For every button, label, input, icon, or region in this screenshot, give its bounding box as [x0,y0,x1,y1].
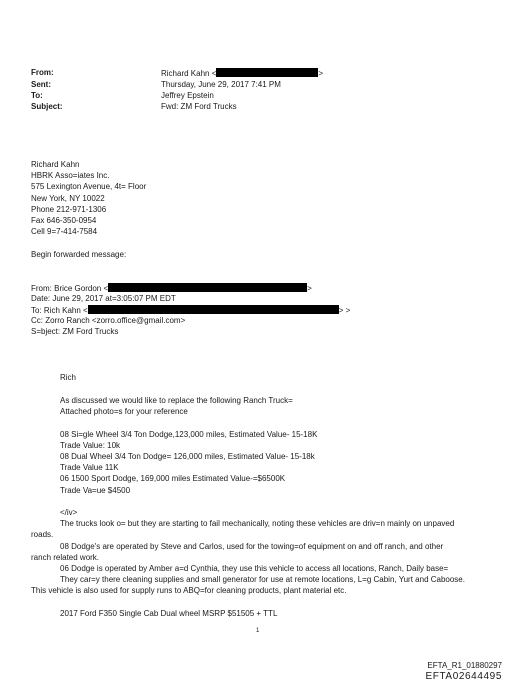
begin-forwarded-label: Begin forwarded message: [31,250,127,259]
paragraph-line: 08 Dodge's are operated by Steve and Carlos, used for the towing=of equipment on and off ranch, and other [60,542,444,551]
paragraph-line: The trucks look o= but they are starting to fail mechanically, noting these vehicles are driv=n mainly on unpaved [60,519,455,528]
sent-label: Sent: [31,80,51,89]
paragraph-line: roads. [31,530,54,539]
truck-line: 08 Dual Wheel 3/4 Ton Dodge= 126,000 miles, Estimated Value- 15-18k [60,452,315,461]
intro-line: As discussed we would like to replace the following Ranch Truck= [60,396,293,405]
forwarded-from [31,283,312,294]
truck-line: Trade Value 11K [60,463,119,472]
sent-value: Thursday, June 29, 2017 7:41 PM [161,80,281,89]
div-tag: </iv> [60,508,78,517]
efta-reference-large: EFTA02644495 [425,671,502,682]
signature-line: Cell 9=7-414-7584 [31,227,98,236]
signature-line: 575 Lexington Avenue, 4t= Floor [31,182,147,191]
forwarded-from-text: From: Brice Gordon < [31,284,109,293]
to-label: To: [31,91,43,100]
to-value: Jeffrey Epstein [161,91,214,100]
intro-line: Attached photo=s for your reference [60,407,188,416]
forwarded-date: Date: June 29, 2017 at=3:05:07 PM EDT [31,294,176,303]
redaction-bar [108,283,307,292]
page-number: 1 [256,628,260,634]
redaction-bar [216,68,318,77]
forwarded-from-tail: > [307,284,312,293]
from-value [161,68,323,79]
subject-value: Fwd: ZM Ford Trucks [161,102,237,111]
truck-line: 08 Si=gle Wheel 3/4 Ton Dodge,123,000 miles, Estimated Value- 15-18K [60,430,318,439]
forwarded-cc: Cc: Zorro Ranch <zorro.office@gmail.com> [31,316,186,325]
paragraph-line: ranch related work. [31,553,100,562]
paragraph-line: 06 Dodge is operated by Amber a=d Cynthia, they use this vehicle to access all locations, Ranch, Daily base= [60,564,449,573]
signature-line: New York, NY 10022 [31,194,105,203]
redaction-bar [88,305,339,314]
forwarded-to-text: To: Rich Kahn < [31,306,88,315]
from-label: From: [31,68,54,77]
signature-line: Phone 212-971-1306 [31,205,107,214]
greeting: Rich [60,373,77,382]
subject-label: Subject: [31,102,63,111]
msrp-line: 2017 Ford F350 Single Cab Dual wheel MSRP $51505 + TTL [60,609,278,618]
forwarded-subject: S=bject: ZM Ford Trucks [31,327,119,336]
paragraph-line: This vehicle is also used for supply runs to ABQ=for cleaning products, plant material etc. [31,586,347,595]
paragraph-line: They car=y there cleaning supplies and small generator for use at remote locations, L=g Cabin, Yurt and Caboose. [60,575,465,584]
signature-line: Richard Kahn [31,160,80,169]
forwarded-to-tail: > > [338,306,351,315]
signature-line: Fax 646-350-0954 [31,216,97,225]
from-value-tail: > [318,69,324,78]
truck-line: 06 1500 Sport Dodge, 169,000 miles Estimated Value-=$6500K [60,474,286,483]
from-value-text: Richard Kahn < [161,69,217,78]
signature-line: HBRK Asso=iates Inc. [31,171,110,180]
forwarded-to [31,305,350,316]
efta-reference-small: EFTA_R1_01880297 [427,661,502,670]
truck-line: Trade Value: 10k [60,441,121,450]
truck-line: Trade Va=ue $4500 [60,486,131,495]
